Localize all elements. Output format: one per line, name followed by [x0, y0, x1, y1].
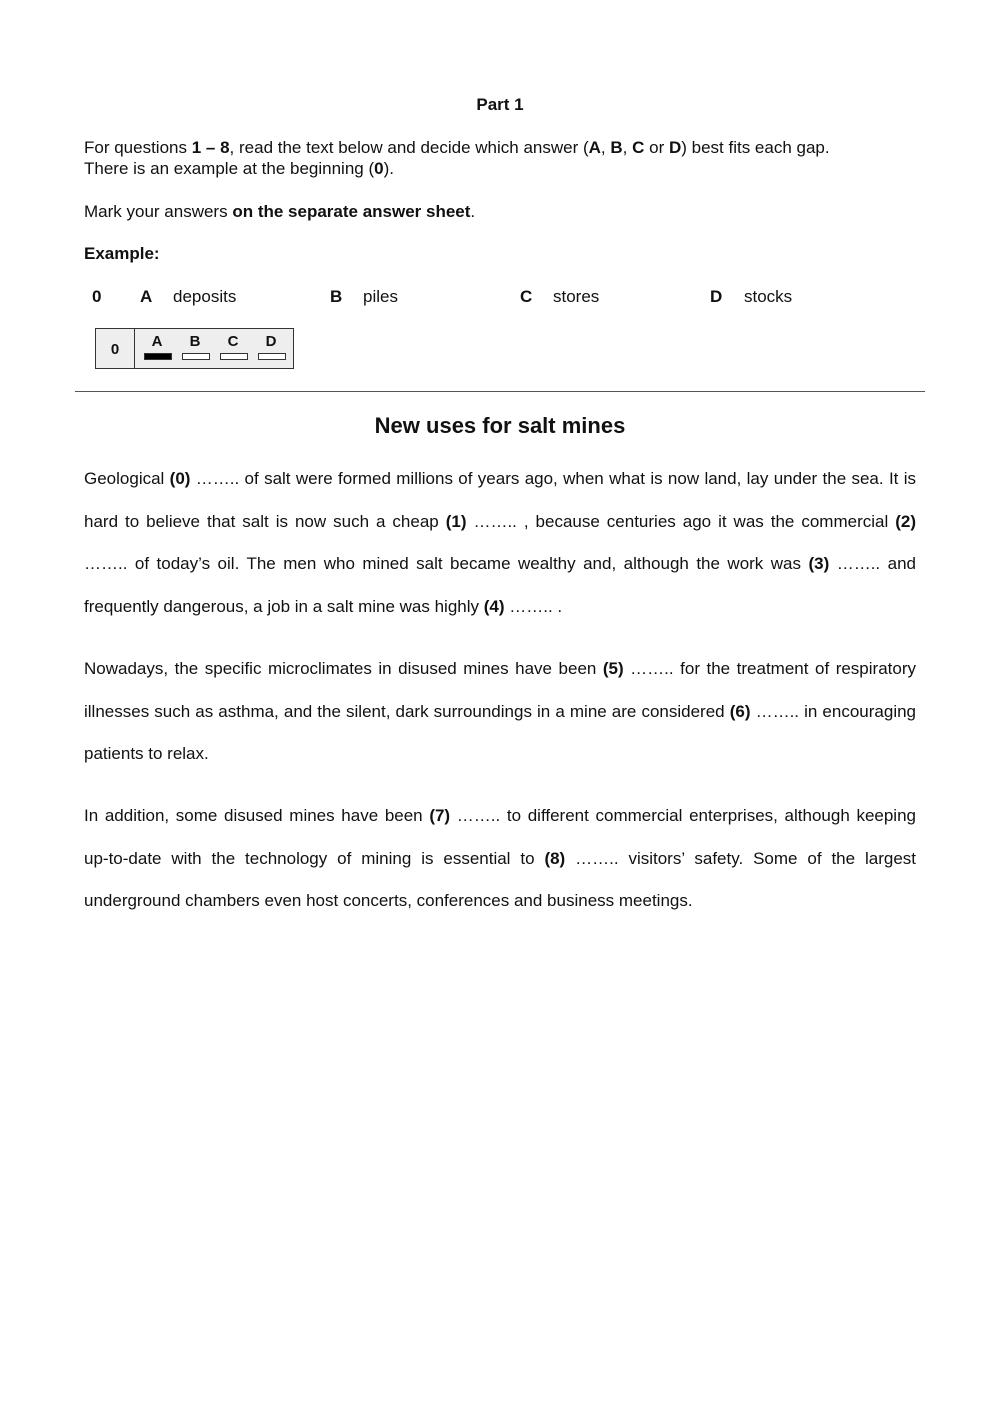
paragraph-1: Geological (0) …….. of salt were formed millions of years ago, when what is now land, lay under the sea. It is hard to believe that salt is now such a cheap (1) …….. , because centuries ago it was the commercial (2) …….. of today’s oil. The men who mined salt became wealthy and, although the work was (3) …….. and frequently dangerous, a job in a salt mine was highly (4) …….. . — [84, 469, 916, 616]
gap-0: (0) — [169, 469, 191, 488]
answer-box-letter-b: B — [189, 333, 201, 350]
gap-3: (3) — [808, 554, 830, 573]
gap-4: (4) — [483, 596, 505, 616]
text-title: New uses for salt mines — [374, 413, 626, 438]
answer-bubble-d — [258, 353, 286, 360]
gap-2: (2) — [895, 511, 916, 531]
paragraph-2: Nowadays, the specific microclimates in disused mines have been (5) …….. for the treatment of respiratory illnesses such as asthma, and the silent, dark surroundings in a mine are considered (6) …….. in encouraging patients to relax. — [84, 659, 916, 763]
example-answer-box — [95, 328, 294, 369]
example-option-letter-b: B — [330, 287, 343, 306]
part-title: Part 1 — [476, 95, 524, 114]
answer-bubble-c — [220, 353, 248, 360]
section-divider — [75, 391, 925, 392]
gap-5: (5) — [602, 659, 624, 678]
example-option-word-d: stocks — [744, 287, 793, 306]
instructions-text: For questions 1 – 8, read the text below and decide which answer (A, B, C or D) best fits each gap. There is an example at the beginning (0). — [84, 138, 830, 178]
answer-box-letter-a: A — [151, 333, 163, 350]
answer-box-letter-c: C — [227, 333, 239, 350]
gap-7: (7) — [429, 806, 451, 825]
example-option-word-b: piles — [363, 287, 398, 306]
answer-box-letter-d: D — [265, 333, 277, 350]
example-option-word-a: deposits — [173, 287, 237, 306]
example-option-letter-c: C — [520, 287, 533, 306]
gap-8: (8) — [544, 848, 566, 868]
answer-bubble-a — [144, 353, 172, 360]
gap-6: (6) — [729, 701, 751, 721]
answer-box-number: 0 — [96, 329, 135, 368]
answer-bubble-b — [182, 353, 210, 360]
example-number: 0 — [92, 287, 102, 306]
answer-sheet-instruction: Mark your answers on the separate answer sheet. — [84, 202, 476, 221]
gap-1: (1) — [445, 511, 467, 531]
example-option-letter-a: A — [140, 287, 153, 306]
example-option-letter-d: D — [710, 287, 723, 306]
example-label: Example: — [84, 244, 160, 263]
paragraph-3: In addition, some disused mines have been (7) …….. to different commercial enterprises, although keeping up-to-date with the technology of mining is essential to (8) …….. visitors’ safety. Some of the largest underground chambers even host concerts, conferences and business meetings. — [84, 806, 917, 910]
example-option-word-c: stores — [553, 287, 600, 306]
